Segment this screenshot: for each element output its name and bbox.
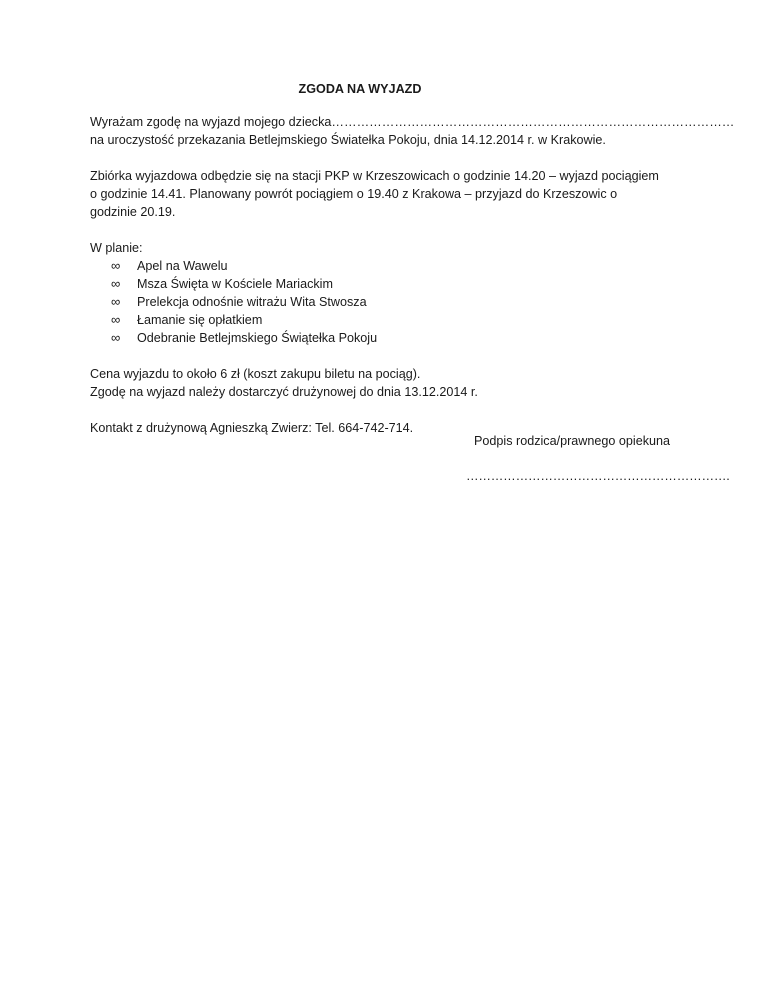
document-title: ZGODA NA WYJAZD [298, 82, 422, 96]
list-item [90, 311, 690, 329]
signature-block [466, 432, 730, 485]
infinity-bullet-icon: ∞ [111, 294, 121, 309]
signature-line: ………………………………………………………. [466, 469, 730, 483]
infinity-bullet-icon: ∞ [111, 330, 121, 345]
infinity-bullet-icon: ∞ [111, 258, 121, 273]
intro-line-2: na uroczystość przekazania Betlejmskiego Światełka Pokoju, dnia 14.12.2014 r. w Krakowie. [90, 133, 606, 147]
signature-label: Podpis rodzica/prawnego opiekuna [474, 434, 671, 448]
plan-item-label: Apel na Wawelu [137, 259, 228, 273]
list-item [90, 329, 690, 347]
intro-line-1: Wyrażam zgodę na wyjazd mojego dziecka…………………………………………………………………………………… [90, 115, 735, 129]
document-body [90, 80, 735, 455]
plan-item-label: Odebranie Betlejmskiego Świątełka Pokoju [137, 331, 378, 345]
meeting-line-1: Zbiórka wyjazdowa odbędzie się na stacji PKP w Krzeszowicach o godzinie 14.20 – wyjazd pociągiem [90, 169, 659, 183]
list-item [90, 275, 690, 293]
cost-paragraph [90, 365, 690, 401]
meeting-line-3: godzinie 20.19. [90, 205, 176, 219]
infinity-bullet-icon: ∞ [111, 276, 121, 291]
cost-line-2: Zgodę na wyjazd należy dostarczyć drużynowej do dnia 13.12.2014 r. [90, 385, 478, 399]
meeting-paragraph [90, 167, 690, 221]
contact-line: Kontakt z drużynową Agnieszką Zwierz: Tel. 664-742-714. [90, 421, 414, 435]
meeting-line-2: o godzinie 14.41. Planowany powrót pociągiem o 19.40 z Krakowa – przyjazd do Krzeszowic o [90, 187, 618, 201]
plan-item-label: Msza Święta w Kościele Mariackim [137, 277, 333, 291]
plan-item-label: Łamanie się opłatkiem [137, 313, 263, 327]
list-item [90, 293, 690, 311]
cost-line-1: Cena wyjazdu to około 6 zł (koszt zakupu biletu na pociąg). [90, 367, 421, 381]
plan-section [90, 239, 690, 347]
plan-list [90, 257, 690, 347]
plan-item-label: Prelekcja odnośnie witrażu Wita Stwosza [137, 295, 367, 309]
list-item [90, 257, 690, 275]
infinity-bullet-icon: ∞ [111, 312, 121, 327]
intro-paragraph [90, 113, 735, 149]
plan-heading: W planie: [90, 241, 143, 255]
